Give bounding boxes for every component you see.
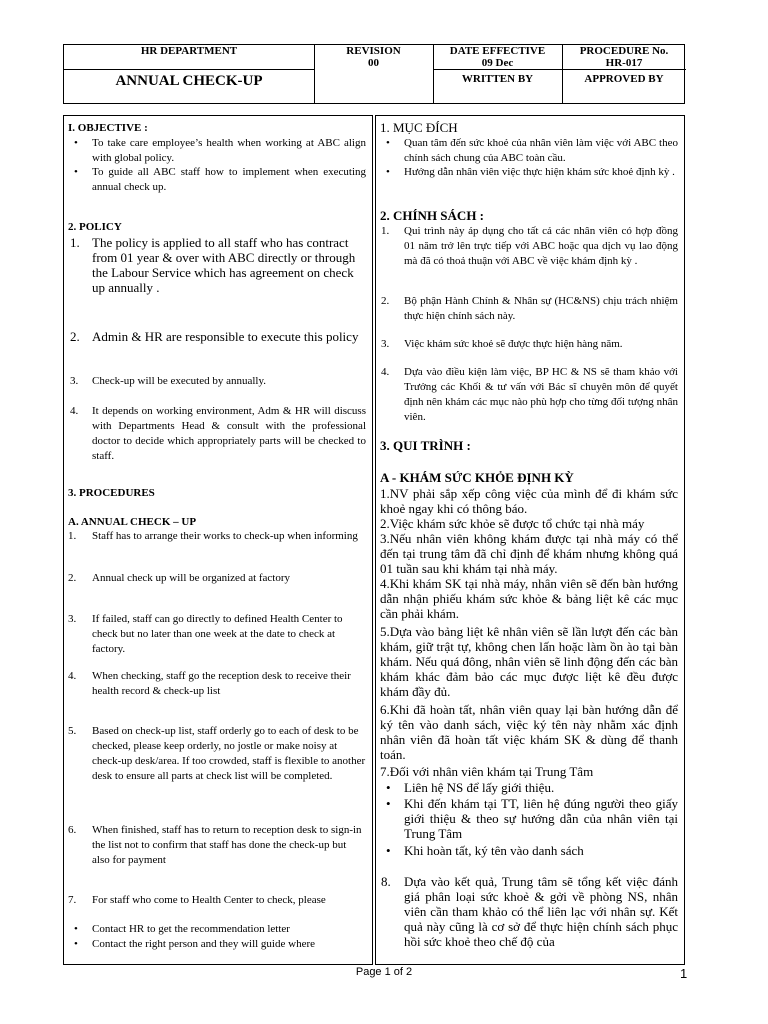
qt-num-1: 1.: [380, 486, 390, 501]
procedure-label: PROCEDURE No.: [579, 45, 669, 57]
cs-num-3: 3.: [381, 338, 390, 350]
muc-dich-item: • Hướng dẫn nhân viên việc thực hiện khám sức khoẻ định kỳ .: [404, 165, 678, 180]
qt-item-2: [380, 516, 678, 531]
policy-num-1: 1.: [70, 235, 80, 250]
procedure-item: If failed, staff can go directly to defined Health Center to check but no later than one week at the date to check at factory.: [92, 613, 343, 655]
muc-dich-heading: 1. MỤC ĐÍCH: [380, 120, 458, 135]
written-by-label: WRITTEN BY: [461, 73, 534, 85]
proc-7-bullet: • Contact the right person and they will guide where: [92, 937, 366, 952]
policy-num-3: 3.: [70, 375, 79, 387]
qt-num-4: 4.: [380, 576, 390, 591]
chinh-sach-heading: 2. CHÍNH SÁCH :: [380, 208, 485, 223]
qt-item-8: Dựa vào kết quả, Trung tâm sẽ tổng kết việc đánh giá phân loại sức khoẻ & gởi về phòng NS, nhân viên cần tham khảo có thể liên lạc với nhân sự. Kết quả này cũng là cơ sở để thực hiện chính sách phục hồi sức khoẻ theo chế độ của: [404, 874, 678, 949]
cs-num-4: 4.: [381, 366, 390, 378]
qt-text-5: Dựa vào bảng liệt kê nhân viên sẽ lần lượt đến các bàn khám, giữ trật tự, không chen lấn hoặc làm ồn ào tại bàn khám. Nếu quá đông, nhân viên sẽ linh động đến các bàn khám khác đảm bảo các mục được liệt kê đều được khám đầy đủ.: [380, 624, 678, 699]
qt-item-3: [380, 531, 678, 576]
qt-num-2: 2.: [380, 516, 390, 531]
qt-item-1: [380, 486, 678, 516]
qt-text-7: Đối với nhân viên khám tại Trung Tâm: [389, 764, 594, 779]
qt-7-bullet: • Khi đến khám tại TT, liên hệ đúng người theo giấy giới thiệu & theo sự hướng dẫn của nhân viên tại Trung Tâm: [404, 796, 678, 841]
qt-item-6: [380, 702, 678, 762]
chinh-sach-item: Qui trình này áp dụng cho tất cả các nhân viên có hợp đồng 01 năm trở lên trực tiếp với ABC hoặc qua dịch vụ lao động mà đã có thoả thuận với ABC về việc khám định kỳ .: [404, 225, 678, 267]
qt-num-5: 5.: [380, 624, 390, 639]
proc-num-5: 5.: [68, 725, 77, 737]
proc-num-7: 7.: [68, 894, 77, 906]
qt-text-4: Khi khám SK tại nhà máy, nhân viên sẽ đến bàn hướng dẫn nhận phiếu khám sức khỏe & bảng liệt kê các mục cần phải khám.: [380, 576, 678, 621]
document-title: ANNUAL CHECK-UP: [115, 73, 263, 89]
procedures-heading: 3. PROCEDURES: [68, 487, 155, 499]
procedure-item: Staff has to arrange their works to check-up when informing: [92, 530, 358, 542]
qt-7-bullet: • Liên hệ NS để lấy giới thiệu.: [404, 780, 678, 795]
qt-item-5: [380, 624, 678, 699]
revision-label: REVISION: [346, 45, 401, 57]
objective-heading: I. OBJECTIVE :: [68, 122, 148, 134]
qt-text-3: Nếu nhân viên không khám được tại nhà máy có thể đến tại trung tâm đã chỉ định để khám nhưng không quá 01 tuần sau khi khám tại nhà máy.: [380, 531, 678, 576]
revision-value: 00: [368, 57, 379, 69]
proc-num-6: 6.: [68, 824, 77, 836]
proc-num-3: 3.: [68, 613, 77, 625]
objective-item: • To take care employee’s health when working at ABC align with global policy.: [92, 136, 366, 166]
qt-item-7: [380, 764, 678, 779]
procedure-item: When finished, staff has to return to reception desk to sign-in the list not to confirm that staff has done the check-up but also for payment: [92, 824, 362, 866]
procedure-value: HR-017: [605, 57, 643, 69]
proc-num-1: 1.: [68, 530, 77, 542]
objective-item: • To guide all ABC staff how to implement when executing annual check up.: [92, 165, 366, 195]
policy-heading: 2. POLICY: [68, 221, 122, 233]
department-label: HR DEPARTMENT: [140, 45, 238, 57]
qt-text-2: Việc khám sức khỏe sẽ được tổ chức tại nhà máy: [389, 516, 645, 531]
procedure-item: Annual check up will be organized at factory: [92, 572, 291, 584]
proc-a-heading: A. ANNUAL CHECK – UP: [68, 516, 197, 528]
qt-num-3: 3.: [380, 531, 390, 546]
page-number: 1: [680, 966, 688, 981]
qt-text-6: Khi đã hoàn tất, nhân viên quay lại bàn hướng dẫn để ký tên vào danh sách, việc ký tên này nhằm xác định nhân viên đã hoàn tất việc khám SK & dùng để thanh toán.: [380, 702, 678, 762]
cs-num-1: 1.: [381, 225, 390, 237]
cs-num-2: 2.: [381, 295, 390, 307]
muc-dich-item: • Quan tâm đến sức khoẻ của nhân viên làm việc với ABC theo chính sách chung của ABC toàn cầu.: [404, 136, 678, 166]
policy-item: It depends on working environment, Adm & HR will discuss with Departments Head & consult with the professional doctor to decide which appropriately parts will be checked to staff.: [92, 405, 366, 462]
chinh-sach-item: Dựa vào điều kiện làm việc, BP HC & NS sẽ tham khảo với Trưởng các Khối & tư vấn với Bác sĩ chuyên môn để quyết định nên khám các mục nào phù hợp cho từng đối tượng nhân viên.: [404, 366, 678, 423]
procedure-item: For staff who come to Health Center to check, please: [92, 894, 326, 906]
proc-num-2: 2.: [68, 572, 77, 584]
policy-item: The policy is applied to all staff who has contract from 01 year & over with ABC directly or through the Labour Service which has agreement on check up annually .: [92, 235, 356, 295]
qt-item-4: [380, 576, 678, 621]
header-table: [63, 44, 685, 104]
policy-num-4: 4.: [70, 405, 79, 417]
qt-num-6: 6.: [380, 702, 390, 717]
chinh-sach-item: Việc khám sức khoẻ sẽ được thực hiện hàng năm.: [404, 338, 623, 350]
qt-7-bullet: • Khi hoàn tất, ký tên vào danh sách: [404, 843, 678, 858]
policy-item: Check-up will be executed by annually.: [92, 375, 267, 387]
policy-item: Admin & HR are responsible to execute this policy: [92, 329, 359, 344]
a-heading: A - KHÁM SỨC KHỎE ĐỊNH KỲ: [380, 470, 574, 485]
policy-num-2: 2.: [70, 329, 80, 344]
proc-num-4: 4.: [68, 670, 77, 682]
approved-by-label: APPROVED BY: [584, 73, 664, 85]
date-effective-label: DATE EFFECTIVE: [449, 45, 546, 57]
chinh-sach-item: Bộ phận Hành Chính & Nhân sự (HC&NS) chịu trách nhiệm thực hiện chính sách này.: [404, 295, 678, 322]
qt-text-1: NV phải sắp xếp công việc của mình để đi khám sức khoẻ ngay khi có thông báo.: [380, 486, 678, 516]
page-footer: Page 1 of 2: [355, 966, 413, 978]
proc-7-bullet: • Contact HR to get the recommendation letter: [92, 922, 366, 937]
procedure-item: Based on check-up list, staff orderly go to each of desk to be checked, please keep orderly, no jostle or make noisy at check-up desk/area. If too crowded, staff is flexible to another desk to ensure all parts at check list will be completed.: [92, 725, 366, 782]
qt-num-8: 8.: [381, 874, 391, 889]
qt-num-7: 7.: [380, 764, 390, 779]
procedure-item: When checking, staff go the reception desk to receive their health record & check-up list: [92, 670, 351, 697]
date-effective-value: 09 Dec: [481, 57, 514, 69]
qui-trinh-heading: 3. QUI TRÌNH :: [380, 438, 471, 453]
